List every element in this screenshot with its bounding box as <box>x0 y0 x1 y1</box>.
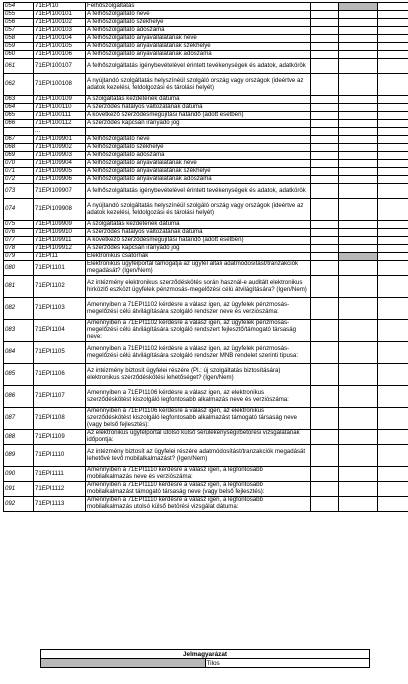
row-value-cell-f <box>339 136 378 144</box>
table-row <box>4 497 408 512</box>
row-code-cell: 71EPI100101 <box>34 11 86 19</box>
table-row <box>4 221 408 229</box>
row-code-cell: 71EPI109909 <box>34 221 86 229</box>
row-value-cell-g <box>378 184 408 199</box>
row-description-cell: Az intézmény biztosít az ügyfelei részére adatmódosítást/tranzakciók megadását lehetővé tevő mobilalkalmazást? (Igen/Nem) <box>86 445 311 467</box>
row-value-cell-g <box>378 51 408 59</box>
row-value-cell-g <box>378 19 408 27</box>
row-value-cell-g <box>378 27 408 35</box>
row-code-cell: 71EPI100104 <box>34 35 86 43</box>
row-description-cell: Amennyiben a 71EPI1102 kérdésre a válasz igen, az ügyfelek pénzmosás-megelőzési célú átvilágítására szolgáló rendszert fejlesztő/támogató társaság neve: <box>86 320 311 342</box>
row-value-cell-f <box>339 445 378 467</box>
row-value-cell-e <box>311 35 339 43</box>
row-code-cell: 71EPI109906 <box>34 176 86 184</box>
row-description-cell: A felhőszolgáltató anyavállalatának székhelye <box>86 43 311 51</box>
row-code-cell: 71EPI1106 <box>34 364 86 386</box>
row-value-cell-g <box>378 445 408 467</box>
row-value-cell-f <box>339 152 378 160</box>
row-value-cell-e <box>311 467 339 482</box>
row-value-cell-f <box>339 364 378 386</box>
row-value-cell-e <box>311 51 339 59</box>
row-description-cell: A felhőszolgáltató anyavállalatának neve <box>86 35 311 43</box>
table-row <box>4 43 408 51</box>
row-number-cell: 085 <box>4 364 34 386</box>
table-row <box>4 112 408 120</box>
legend-item-label: Tilos <box>205 659 370 668</box>
table-row <box>4 467 408 482</box>
row-number-cell: 073 <box>4 184 34 199</box>
row-value-cell-e <box>311 128 339 136</box>
row-number-cell: 062 <box>4 74 34 96</box>
table-row <box>4 253 408 261</box>
row-value-cell-e <box>311 482 339 497</box>
table-row <box>4 51 408 59</box>
table-row <box>4 74 408 96</box>
row-value-cell-f <box>339 298 378 320</box>
table-row-ellipsis <box>4 128 408 136</box>
row-code-cell: 71EPI1110 <box>34 445 86 467</box>
row-value-cell-e <box>311 408 339 430</box>
row-code-cell: 71EPI100106 <box>34 51 86 59</box>
row-number-cell: 076 <box>4 229 34 237</box>
row-code-cell: 71EPI109907 <box>34 184 86 199</box>
row-value-cell-f <box>339 320 378 342</box>
row-number-cell: 064 <box>4 104 34 112</box>
row-value-cell-g <box>378 104 408 112</box>
table-row <box>4 298 408 320</box>
row-value-cell-g <box>378 221 408 229</box>
row-code-cell: 71EPI109908 <box>34 199 86 221</box>
row-code-cell: 71EPI100103 <box>34 27 86 35</box>
row-value-cell-g <box>378 386 408 408</box>
table-row <box>4 229 408 237</box>
row-value-cell-g <box>378 320 408 342</box>
row-number-cell: 071 <box>4 168 34 176</box>
row-code-cell: 71EPI1109 <box>34 430 86 445</box>
row-code-cell: 71EPI109902 <box>34 144 86 152</box>
row-value-cell-f <box>339 74 378 96</box>
row-description-cell: A nyújtandó szolgáltatás helyszínéül szolgáló ország vagy országok (ideértve az adatok kezelési, feldolgozási és tárolási helyét) <box>86 199 311 221</box>
row-number-cell: 060 <box>4 51 34 59</box>
row-number-cell: 069 <box>4 152 34 160</box>
row-value-cell-f <box>339 342 378 364</box>
row-code-cell: 71EPI1101 <box>34 261 86 276</box>
row-value-cell-e <box>311 276 339 298</box>
table-row <box>4 3 408 11</box>
row-value-cell-f <box>339 184 378 199</box>
row-code-cell: 71EPI1112 <box>34 482 86 497</box>
row-number-cell: 061 <box>4 59 34 74</box>
row-description-cell: Elektronikus ügyfélportál támogatja az ügyfél általi adatmódosítást/tranzakciók megadását? (Igen/Nem) <box>86 261 311 276</box>
row-value-cell-e <box>311 27 339 35</box>
row-number-cell: 065 <box>4 112 34 120</box>
row-value-cell-g <box>378 199 408 221</box>
row-value-cell-g <box>378 136 408 144</box>
row-value-cell-e <box>311 261 339 276</box>
row-value-cell-e <box>311 184 339 199</box>
row-code-cell: 71EPI109905 <box>34 168 86 176</box>
row-value-cell-f <box>339 237 378 245</box>
table-row <box>4 261 408 276</box>
row-value-cell-e <box>311 199 339 221</box>
row-code-cell: 71EPI109904 <box>34 160 86 168</box>
row-code-cell: 71EPI109910 <box>34 229 86 237</box>
row-value-cell-f <box>339 128 378 136</box>
table-row <box>4 245 408 253</box>
row-number-cell: 092 <box>4 497 34 512</box>
row-code-cell: 71EPI100111 <box>34 112 86 120</box>
row-description-cell: Az intézmény biztosít ügyfelei részére (Pl.: új szolgáltatás biztosítására) elektronikus szerződéskötési lehetőséget? (Igen/Nem) <box>86 364 311 386</box>
row-value-cell-e <box>311 168 339 176</box>
row-number-cell: 090 <box>4 467 34 482</box>
row-value-cell-g <box>378 298 408 320</box>
row-description-cell: A felhőszolgáltató anyavállalatának neve <box>86 160 311 168</box>
row-description-cell: A felhőszolgáltatás igénybevételével érintett tevékenységek és adatok, adatkörök <box>86 184 311 199</box>
row-value-cell-g <box>378 43 408 51</box>
row-value-cell-f <box>339 27 378 35</box>
table-row <box>4 168 408 176</box>
row-code-cell: 71EPI100109 <box>34 96 86 104</box>
table-row <box>4 237 408 245</box>
row-value-cell-f <box>339 467 378 482</box>
table-row <box>4 59 408 74</box>
row-number-cell: 083 <box>4 320 34 342</box>
row-code-cell: 71EPI100110 <box>34 104 86 112</box>
row-value-cell-e <box>311 43 339 51</box>
row-value-cell-g <box>378 152 408 160</box>
row-value-cell-g <box>378 160 408 168</box>
row-number-cell: 070 <box>4 160 34 168</box>
row-description-cell: A szerződés hatályos változatának dátuma <box>86 229 311 237</box>
row-value-cell-e <box>311 237 339 245</box>
row-value-cell-f <box>339 168 378 176</box>
table-row <box>4 199 408 221</box>
row-code-cell: 71EPI1107 <box>34 386 86 408</box>
row-number-cell: 084 <box>4 342 34 364</box>
row-value-cell-g <box>378 497 408 512</box>
row-value-cell-f <box>339 276 378 298</box>
report-table <box>3 2 408 512</box>
row-description-cell: Amennyiben a 71EPI1102 kérdésre a válasz igen, az ügyfelek pénzmosás-megelőzési célú átvilágítására szolgáló rendszer MNB rendelet szerinti típusa: <box>86 342 311 364</box>
row-value-cell-f <box>339 229 378 237</box>
row-value-cell-g <box>378 128 408 136</box>
row-value-cell-f <box>339 120 378 128</box>
row-code-cell: 71EPI100105 <box>34 43 86 51</box>
table-row <box>4 320 408 342</box>
row-code-cell: 71EPI109901 <box>34 136 86 144</box>
table-row <box>4 176 408 184</box>
row-value-cell-g <box>378 74 408 96</box>
row-value-cell-e <box>311 342 339 364</box>
row-value-cell-f <box>339 43 378 51</box>
table-row <box>4 19 408 27</box>
row-code-cell: 71EPI1111 <box>34 467 86 482</box>
row-value-cell-e <box>311 320 339 342</box>
row-value-cell-g <box>378 120 408 128</box>
row-description-cell: Az elektronikus ügyfélportál utolsó külső sérülékenységi/betörési vizsgálatának időpontja: <box>86 430 311 445</box>
row-value-cell-e <box>311 245 339 253</box>
row-description-cell: A szolgáltatás kezdetének dátuma <box>86 221 311 229</box>
row-code-cell: 71EPI1113 <box>34 497 86 512</box>
row-value-cell-f <box>339 199 378 221</box>
row-code-cell: 71EPI100108 <box>34 74 86 96</box>
row-number-cell: 075 <box>4 221 34 229</box>
row-value-cell-g <box>378 261 408 276</box>
legend-title: Jelmagyarázat <box>41 650 370 659</box>
row-number-cell <box>4 128 34 136</box>
row-value-cell-e <box>311 74 339 96</box>
table-row <box>4 445 408 467</box>
row-description-cell: A felhőszolgáltatás igénybevételével érintett tevékenységek és adatok, adatkörök <box>86 59 311 74</box>
row-code-cell: 71EPI1102 <box>34 276 86 298</box>
row-number-cell: 068 <box>4 144 34 152</box>
row-value-cell-e <box>311 11 339 19</box>
row-code-cell: 71EPI10 <box>34 3 86 11</box>
row-value-cell-f <box>339 104 378 112</box>
row-number-cell: 059 <box>4 43 34 51</box>
row-value-cell-g <box>378 112 408 120</box>
row-number-cell: 091 <box>4 482 34 497</box>
row-value-cell-e <box>311 112 339 120</box>
row-value-cell-f <box>339 35 378 43</box>
table-row <box>4 184 408 199</box>
row-value-cell-g <box>378 253 408 261</box>
row-code-cell: 71EPI1104 <box>34 320 86 342</box>
row-number-cell: 063 <box>4 96 34 104</box>
row-value-cell-f <box>339 11 378 19</box>
row-description-cell: A felhőszolgáltató anyavállalatának adószáma <box>86 51 311 59</box>
row-value-cell-e <box>311 120 339 128</box>
row-value-cell-e <box>311 253 339 261</box>
row-code-cell: 71EPI109903 <box>34 152 86 160</box>
row-number-cell: 074 <box>4 199 34 221</box>
row-description-cell: A szolgáltatás kezdetének dátuma <box>86 96 311 104</box>
row-value-cell-g <box>378 11 408 19</box>
row-description-cell: A felhőszolgáltató anyavállalatának adószáma <box>86 176 311 184</box>
row-value-cell-e <box>311 229 339 237</box>
row-description-cell: A felhőszolgáltató adószáma <box>86 27 311 35</box>
row-value-cell-e <box>311 176 339 184</box>
row-value-cell-e <box>311 430 339 445</box>
row-value-cell-g <box>378 35 408 43</box>
row-value-cell-g <box>378 237 408 245</box>
row-number-cell: 081 <box>4 276 34 298</box>
row-value-cell-g <box>378 3 408 11</box>
row-value-cell-e <box>311 136 339 144</box>
row-value-cell-g <box>378 96 408 104</box>
row-description-cell: A következő szerződésmegújítási határidő (adott esetben) <box>86 237 311 245</box>
table-row <box>4 96 408 104</box>
row-code-cell: 71EPI109911 <box>34 237 86 245</box>
row-value-cell-e <box>311 364 339 386</box>
row-value-cell-f <box>339 59 378 74</box>
row-value-cell-e <box>311 59 339 74</box>
row-value-cell-f <box>339 261 378 276</box>
row-number-cell: 067 <box>4 136 34 144</box>
row-code-cell: 71EPI100107 <box>34 59 86 74</box>
row-value-cell-g <box>378 229 408 237</box>
row-description-cell: A nyújtandó szolgáltatás helyszínéül szolgáló ország vagy országok (ideértve az adatok kezelési, feldolgozási és tárolási helyét) <box>86 74 311 96</box>
row-value-cell-f <box>339 408 378 430</box>
row-value-cell-f <box>339 3 378 11</box>
table-row <box>4 27 408 35</box>
legend-title-row <box>41 650 370 659</box>
row-value-cell-g <box>378 430 408 445</box>
row-number-cell: 079 <box>4 253 34 261</box>
row-value-cell-f <box>339 253 378 261</box>
table-row <box>4 144 408 152</box>
row-number-cell: 066 <box>4 120 34 128</box>
row-value-cell-f <box>339 497 378 512</box>
report-table-body <box>4 3 408 512</box>
row-number-cell: 072 <box>4 176 34 184</box>
row-value-cell-g <box>378 408 408 430</box>
table-row <box>4 104 408 112</box>
row-value-cell-f <box>339 144 378 152</box>
table-row <box>4 120 408 128</box>
row-value-cell-f <box>339 245 378 253</box>
row-number-cell: 082 <box>4 298 34 320</box>
row-code-cell: 71EPI100102 <box>34 19 86 27</box>
table-row <box>4 11 408 19</box>
row-description-cell: A felhőszolgáltató székhelye <box>86 144 311 152</box>
table-row <box>4 342 408 364</box>
row-description-cell: A felhőszolgáltató adószáma <box>86 152 311 160</box>
table-row <box>4 364 408 386</box>
row-number-cell: 056 <box>4 19 34 27</box>
row-code-cell: 71EPI109912 <box>34 245 86 253</box>
row-number-cell: 088 <box>4 430 34 445</box>
row-description-cell: Amennyiben a 71EPI1102 kérdésre a válasz igen, az ügyfelek pénzmosás-megelőzési célú átvilágítására szolgáló rendszer neve és verziószáma: <box>86 298 311 320</box>
row-description-cell: Amennyiben a 71EPI1110 kérdésre a válasz igen, a legfontosabb mobilalkalmazást támogató társaság neve (vagy belső fejlesztés): <box>86 482 311 497</box>
row-description-cell: Felhőszolgáltatás <box>86 3 311 11</box>
row-code-cell: 71EPI1103 <box>34 298 86 320</box>
row-value-cell-g <box>378 59 408 74</box>
table-row <box>4 35 408 43</box>
table-row <box>4 136 408 144</box>
row-code-cell: 71EPI1108 <box>34 408 86 430</box>
row-value-cell-e <box>311 96 339 104</box>
row-description-cell <box>86 128 311 136</box>
table-row <box>4 430 408 445</box>
row-value-cell-g <box>378 144 408 152</box>
table-row <box>4 408 408 430</box>
row-number-cell: 054 <box>4 3 34 11</box>
row-value-cell-g <box>378 467 408 482</box>
row-description-cell: Amennyiben a 71EPI1110 kérdésre a válasz igen, a legfontosabb mobilalkalmazás neve és verziószáma: <box>86 467 311 482</box>
table-row <box>4 276 408 298</box>
row-value-cell-g <box>378 342 408 364</box>
row-number-cell: 058 <box>4 35 34 43</box>
row-value-cell-e <box>311 386 339 408</box>
row-value-cell-g <box>378 482 408 497</box>
row-value-cell-e <box>311 144 339 152</box>
row-value-cell-f <box>339 482 378 497</box>
row-code-cell: 71EPI11 <box>34 253 86 261</box>
row-value-cell-e <box>311 19 339 27</box>
table-row <box>4 160 408 168</box>
row-value-cell-f <box>339 96 378 104</box>
row-description-cell: A következő szerződésmegújítási határidő (adott esetben) <box>86 112 311 120</box>
row-value-cell-g <box>378 176 408 184</box>
row-number-cell: 057 <box>4 27 34 35</box>
row-code-cell: 71EPI100112 <box>34 120 86 128</box>
row-value-cell-f <box>339 386 378 408</box>
row-description-cell: A szerződés kapcsán irányadó jog <box>86 120 311 128</box>
row-value-cell-g <box>378 245 408 253</box>
row-number-cell: 078 <box>4 245 34 253</box>
legend-gray-swatch <box>41 659 206 668</box>
legend-item-row <box>41 659 370 668</box>
row-description-cell: Elektronikus csatornák <box>86 253 311 261</box>
row-value-cell-g <box>378 276 408 298</box>
row-number-cell: 077 <box>4 237 34 245</box>
legend-table <box>40 649 370 668</box>
row-number-cell: 087 <box>4 408 34 430</box>
row-value-cell-e <box>311 152 339 160</box>
row-description-cell: Amennyiben a 71EPI1106 kérdésre a válasz igen, az elektronikus szerződéskötést kiszolgáló legfontosabb alkalmazás neve és verziószáma: <box>86 386 311 408</box>
row-value-cell-g <box>378 364 408 386</box>
row-value-cell-f <box>339 221 378 229</box>
row-value-cell-f <box>339 160 378 168</box>
row-value-cell-e <box>311 160 339 168</box>
row-description-cell: Amennyiben a 71EPI1106 kérdésre a válasz igen, az elektronikus szerződéskötést kiszolgáló legfontosabb alkalmazást támogató társaság neve (vagy belső fejlesztés): <box>86 408 311 430</box>
row-code-cell: 71EPI1105 <box>34 342 86 364</box>
row-value-cell-f <box>339 19 378 27</box>
row-description-cell: A felhőszolgáltató anyavállalatának székhelye <box>86 168 311 176</box>
row-value-cell-g <box>378 168 408 176</box>
row-number-cell: 080 <box>4 261 34 276</box>
row-number-cell: 089 <box>4 445 34 467</box>
row-description-cell: A szerződés kapcsán irányadó jog <box>86 245 311 253</box>
row-value-cell-f <box>339 51 378 59</box>
row-value-cell-e <box>311 221 339 229</box>
table-row <box>4 386 408 408</box>
row-value-cell-f <box>339 430 378 445</box>
row-description-cell: A szerződés hatályos változatának dátuma <box>86 104 311 112</box>
table-row <box>4 482 408 497</box>
row-value-cell-e <box>311 445 339 467</box>
row-value-cell-e <box>311 3 339 11</box>
row-description-cell: Az intézmény elektronikus szerződéskötés során használ-e auditált elektronikus hirközlő eszközt ügyfelek pénzmosás-megelőzési célú átvilágítására? (Igen/Nem) <box>86 276 311 298</box>
row-value-cell-f <box>339 112 378 120</box>
row-description-cell: A felhőszolgáltató neve <box>86 136 311 144</box>
row-value-cell-e <box>311 298 339 320</box>
row-description-cell: A felhőszolgáltató székhelye <box>86 19 311 27</box>
row-description-cell: Amennyiben a 71EPI1110 kérdésre a válasz igen, a legfontosabb mobilalkalmazás utolsó külső betörési vizsgálat dátuma: <box>86 497 311 512</box>
row-value-cell-e <box>311 104 339 112</box>
table-row <box>4 152 408 160</box>
row-number-cell: 086 <box>4 386 34 408</box>
row-value-cell-e <box>311 497 339 512</box>
row-number-cell: 055 <box>4 11 34 19</box>
row-description-cell: A felhőszolgáltató neve <box>86 11 311 19</box>
row-code-cell: ... <box>34 128 86 136</box>
row-value-cell-f <box>339 176 378 184</box>
